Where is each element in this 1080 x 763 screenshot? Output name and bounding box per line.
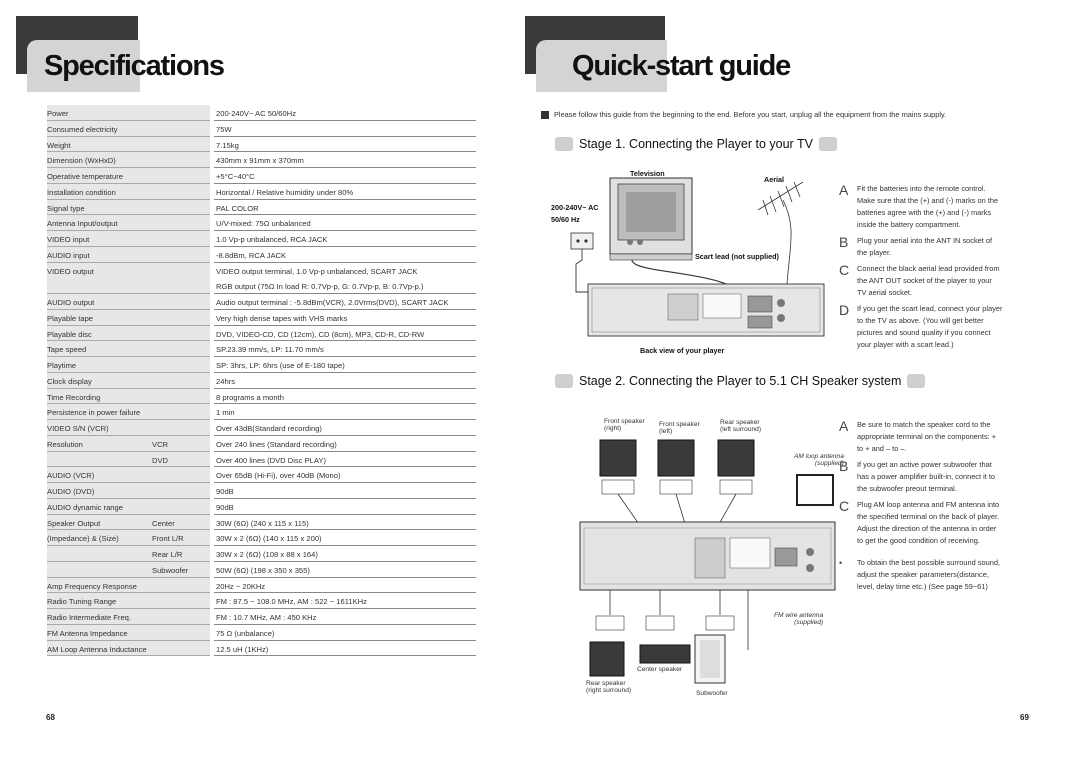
player-back-illustration	[588, 284, 824, 336]
wall-socket-illustration	[571, 233, 598, 292]
label-scart-lead: Scart lead (not supplied)	[695, 252, 779, 261]
spec-label	[47, 263, 210, 295]
label-rear-left-speaker: Rear speaker (left surround)	[720, 419, 762, 433]
intro-text: Please follow this guide from the beginning to the end. Before you start, unplug all the equipment from the mains supply.	[554, 110, 947, 119]
spec-value	[214, 152, 476, 168]
stage2-steps	[839, 419, 1003, 597]
spec-label	[47, 326, 210, 342]
spec-value	[214, 105, 476, 121]
spec-value	[214, 609, 476, 625]
spec-label-text: AUDIO input	[47, 250, 90, 260]
spec-label-text: VIDEO S/N (VCR)	[47, 424, 109, 433]
step-letter: B	[839, 458, 849, 474]
spec-label-text: Weight	[47, 140, 71, 150]
label-power: 200-240V~ AC	[551, 203, 599, 212]
spec-value-text: 430mm x 91mm x 370mm	[216, 156, 304, 166]
rear-left-speaker	[718, 440, 754, 494]
spec-label-text: AUDIO dynamic range	[47, 502, 123, 512]
spec-label	[47, 593, 210, 609]
spec-value-text: 200-240V~ AC 50/60Hz	[216, 109, 297, 118]
spec-label	[47, 121, 210, 137]
stage-marker-icon	[819, 137, 837, 151]
spec-row	[47, 263, 476, 295]
spec-value-text: Audio output terminal : -5.8dBm(VCR), 2.0Vrms(DVD), SCART JACK	[216, 298, 449, 307]
spec-row	[47, 641, 476, 657]
instruction-step	[839, 499, 1003, 547]
spec-sublabel	[152, 515, 210, 531]
spec-label	[47, 247, 210, 263]
spec-label-text: Operative temperature	[47, 172, 123, 181]
spec-value	[214, 404, 476, 420]
spec-row	[47, 467, 476, 483]
spec-value-text: RGB output (75Ω In load R: 0.7Vp-p, G: 0.7Vp-p, B: 0.7Vp-p.)	[216, 281, 424, 291]
spec-value	[214, 436, 476, 452]
spec-label-text: Radio Intermediate Freq.	[47, 613, 131, 622]
spec-row	[47, 546, 476, 562]
spec-sublabel-text: Subwoofer	[152, 565, 189, 575]
spec-label-text: Dimension (WxHxD)	[47, 156, 116, 166]
spec-label-text: Antenna Input/output	[47, 219, 118, 229]
spec-label-text: Clock display	[47, 376, 92, 386]
spec-row	[47, 499, 476, 515]
spec-row	[47, 562, 476, 578]
front-right-speaker	[600, 440, 636, 494]
spec-value	[214, 168, 476, 184]
spec-sublabel	[152, 452, 210, 468]
spec-label	[47, 200, 210, 216]
label-frequency: 50/60 Hz	[551, 215, 580, 224]
spec-value	[214, 546, 476, 562]
instruction-step	[839, 235, 1003, 259]
spec-value-text: Over 400 lines (DVD Disc PLAY)	[216, 455, 327, 465]
spec-label-text: Radio Tuning Range	[47, 597, 117, 607]
instruction-step	[839, 303, 1003, 351]
label-am-loop-antenna: AM loop antenna (supplied)	[794, 453, 844, 467]
spec-value-text: +5°C~40°C	[216, 172, 255, 181]
spec-label	[47, 420, 210, 436]
note-text: To obtain the best possible surround sound, adjust the speaker parameters(distance, level, delay time etc.) (See page 59~61)	[857, 558, 1000, 591]
spec-value	[214, 310, 476, 326]
spec-label-text: Persistence in power failure	[47, 408, 141, 418]
spec-value	[214, 326, 476, 342]
spec-label	[47, 467, 210, 483]
label-fm-wire-antenna: FM wire antenna (supplied)	[774, 612, 824, 626]
step-letter: C	[839, 498, 850, 514]
spec-value	[214, 389, 476, 405]
aerial-illustration	[758, 182, 803, 300]
speaker-connection-diagram	[570, 430, 840, 700]
spec-row	[47, 326, 476, 342]
spec-label-text: Speaker Output	[47, 518, 101, 528]
spec-value	[214, 530, 476, 546]
step-letter: A	[839, 418, 849, 434]
spec-value	[214, 483, 476, 499]
spec-value-text: Over 240 lines (Standard recording)	[216, 439, 337, 449]
spec-value-text: 1.0 Vp-p unbalanced, RCA JACK	[216, 235, 328, 244]
page-title-specifications: Specifications	[44, 50, 224, 82]
label-subwoofer: Subwoofer	[696, 690, 728, 697]
spec-row	[47, 420, 476, 436]
television-illustration	[610, 178, 692, 260]
spec-value	[214, 515, 476, 531]
label-back-view: Back view of your player	[640, 346, 725, 355]
spec-row	[47, 436, 476, 452]
spec-value-text: 30W (6Ω) (240 x 115 x 115)	[216, 518, 309, 528]
spec-label	[47, 184, 210, 200]
spec-value-text: 30W x 2 (6Ω) (140 x 115 x 200)	[216, 534, 322, 544]
spec-label	[47, 310, 210, 326]
spec-value	[214, 200, 476, 216]
step-letter: C	[839, 262, 850, 278]
spec-value-text: FM : 87.5 ~ 108.0 MHz, AM : 522 ~ 1611KHz	[216, 597, 367, 607]
spec-label-text: Signal type	[47, 203, 85, 213]
spec-value-text: U/V-mixed: 75Ω unbalanced	[216, 219, 311, 229]
subwoofer-illustration	[695, 635, 725, 683]
spec-value-text: DVD, VIDEO-CD, CD (12cm), CD (8cm), MP3, CD-R, CD-RW	[216, 329, 425, 339]
spec-label	[47, 578, 210, 594]
spec-row	[47, 515, 476, 531]
spec-label-text: AUDIO (DVD)	[47, 487, 95, 496]
spec-sublabel	[152, 530, 210, 546]
spec-value-text: Over 43dB(Standard recording)	[216, 424, 322, 433]
label-center-speaker: Center speaker	[637, 666, 683, 673]
step-letter: B	[839, 234, 849, 250]
step-text: If you get the scart lead, connect your player to the TV as above. (You will get better pictures and sound quality if you connect your player with a scart lead.)	[857, 304, 1003, 349]
step-text: Plug your aerial into the ANT IN socket of the player.	[857, 236, 993, 257]
spec-row	[47, 168, 476, 184]
spec-label-text: AM Loop Antenna Inductance	[47, 644, 147, 654]
rear-right-speaker	[590, 642, 624, 676]
spec-row	[47, 231, 476, 247]
spec-value	[214, 263, 476, 295]
tv-connection-diagram	[548, 160, 838, 360]
instruction-step	[839, 459, 1003, 495]
spec-value	[214, 247, 476, 263]
spec-value	[214, 593, 476, 609]
step-text: Be sure to match the speaker cord to the appropriate terminal on the components: + to + and – to –.	[857, 420, 997, 453]
spec-value	[214, 184, 476, 200]
step-text: Connect the black aerial lead provided from the ANT OUT socket of the player to your TV aerial socket.	[857, 264, 1000, 297]
spec-value-text: 20Hz ~ 20KHz	[216, 581, 266, 591]
spec-label	[47, 609, 210, 625]
spec-label	[47, 641, 210, 657]
spec-value	[214, 467, 476, 483]
spec-label	[47, 436, 152, 452]
spec-value-text: 75 Ω (unbalance)	[216, 628, 275, 638]
spec-label	[47, 294, 210, 310]
spec-label	[47, 483, 210, 499]
spec-label	[47, 215, 210, 231]
spec-row	[47, 578, 476, 594]
spec-value	[214, 452, 476, 468]
spec-label-text: Power	[47, 109, 69, 118]
spec-value-text: Horizontal / Relative humidity under 80%	[216, 187, 354, 197]
spec-value-text: 1 min	[216, 408, 235, 418]
spec-value-text: 24hrs	[216, 376, 235, 386]
spec-label-text: Time Recording	[47, 392, 101, 402]
spec-label	[47, 562, 152, 578]
instruction-note	[839, 557, 1003, 593]
spec-label	[47, 152, 210, 168]
spec-value-text: Very high dense tapes with VHS marks	[216, 313, 348, 323]
spec-label	[47, 452, 152, 468]
stage-marker-icon	[555, 137, 573, 151]
spec-value-text: 50W (6Ω) (198 x 350 x 355)	[216, 565, 310, 575]
label-rear-right-speaker: Rear speaker (right surround)	[586, 680, 632, 694]
spec-row	[47, 200, 476, 216]
spec-value-text: 12.5 uH (1KHz)	[216, 644, 269, 654]
spec-value	[214, 231, 476, 247]
spec-label	[47, 168, 210, 184]
spec-value-text: 7.15kg	[216, 140, 239, 150]
spec-value	[214, 294, 476, 310]
spec-row	[47, 152, 476, 168]
spec-value-text: SP: 3hrs, LP: 6hrs (use of E-180 tape)	[216, 361, 345, 370]
spec-row	[47, 137, 476, 153]
spec-sublabel-text: Center	[152, 518, 175, 528]
spec-label	[47, 499, 210, 515]
spec-label-text: AUDIO (VCR)	[47, 471, 95, 481]
spec-row	[47, 530, 476, 546]
spec-label	[47, 231, 210, 247]
intro-note	[541, 110, 946, 119]
spec-row	[47, 105, 476, 121]
spec-value	[214, 641, 476, 657]
step-text: Plug AM loop antenna and FM antenna into the specified terminal on the back of player. Adjust the direction of the antenna in order to get the good condition of receiving.	[857, 500, 1000, 545]
spec-row	[47, 373, 476, 389]
spec-label	[47, 530, 152, 546]
stage1-heading	[555, 137, 837, 151]
spec-sublabel-text: DVD	[152, 455, 169, 465]
spec-label	[47, 515, 152, 531]
stage1-steps	[839, 183, 1003, 355]
spec-value-text: 90dB	[216, 487, 234, 496]
spec-row	[47, 310, 476, 326]
spec-sublabel	[152, 562, 210, 578]
spec-label-text: VIDEO output	[47, 266, 94, 276]
step-text: If you get an active power subwoofer that has a power amplifier built-in, connect it to the subwoofer preout terminal.	[857, 460, 996, 493]
spec-value	[214, 215, 476, 231]
spec-label	[47, 341, 210, 357]
spec-value-text: 30W x 2 (6Ω) (108 x 88 x 164)	[216, 550, 318, 559]
page-title-quick-start: Quick-start guide	[572, 50, 791, 82]
stage1-title: Stage 1. Connecting the Player to your TV	[579, 137, 813, 151]
spec-value	[214, 341, 476, 357]
spec-value-text: -8.8dBm, RCA JACK	[216, 250, 287, 260]
spec-row	[47, 121, 476, 137]
spec-value	[214, 137, 476, 153]
spec-label-text: Amp Frequency Response	[47, 581, 137, 591]
page-number-left: 68	[46, 713, 55, 722]
step-text: Fit the batteries into the remote control. Make sure that the (+) and (-) marks on the batteries agree with the (+) and (-) marks inside the battery compartment.	[857, 184, 999, 229]
instruction-step	[839, 419, 1003, 455]
spec-label-text: Playable tape	[47, 313, 94, 323]
spec-label-text: FM Antenna Impedance	[47, 628, 128, 638]
spec-row	[47, 593, 476, 609]
stage-marker-icon	[907, 374, 925, 388]
spec-value-text: SP.23.39 mm/s, LP: 11.70 mm/s	[216, 345, 324, 355]
spec-row	[47, 215, 476, 231]
spec-row	[47, 452, 476, 468]
instruction-step	[839, 183, 1003, 231]
spec-label-text: Playable disc	[47, 329, 92, 339]
spec-value	[214, 499, 476, 515]
label-front-right-speaker: Front speaker (right)	[604, 418, 645, 432]
spec-label	[47, 625, 210, 641]
spec-value-text: VIDEO output terminal, 1.0 Vp-p unbalanced, SCART JACK	[216, 266, 418, 276]
spec-sublabel-text: Rear L/R	[152, 550, 183, 559]
center-speaker	[640, 645, 690, 663]
spec-row	[47, 609, 476, 625]
spec-row	[47, 389, 476, 405]
note-bullet: •	[839, 558, 843, 568]
spec-value-text: PAL COLOR	[216, 203, 259, 213]
spec-row	[47, 625, 476, 641]
stage2-title: Stage 2. Connecting the Player to 5.1 CH Speaker system	[579, 374, 902, 388]
spec-row	[47, 483, 476, 499]
spec-value-text: 90dB	[216, 502, 234, 512]
spec-value	[214, 357, 476, 373]
spec-label-text: Resolution	[47, 439, 83, 449]
spec-sublabel-text: Front L/R	[152, 534, 184, 544]
spec-label-text: Tape speed	[47, 345, 87, 355]
spec-value	[214, 562, 476, 578]
stage2-heading	[555, 374, 925, 388]
front-left-speaker	[658, 440, 694, 494]
spec-row	[47, 247, 476, 263]
spec-label	[47, 546, 152, 562]
instruction-step	[839, 263, 1003, 299]
spec-label	[47, 389, 210, 405]
spec-label	[47, 357, 210, 373]
spec-label-text: AUDIO output	[47, 298, 95, 307]
spec-value	[214, 121, 476, 137]
spec-label-text: (Impedance) & (Size)	[47, 534, 119, 544]
spec-value-text: FM : 10.7 MHz, AM : 450 KHz	[216, 613, 317, 622]
label-front-left-speaker: Front speaker (left)	[659, 421, 700, 435]
spec-sublabel-text: VCR	[152, 439, 169, 449]
spec-value	[214, 420, 476, 436]
spec-row	[47, 184, 476, 200]
spec-label	[47, 404, 210, 420]
player-back-panel	[580, 522, 835, 590]
stage-marker-icon	[555, 374, 573, 388]
step-letter: D	[839, 302, 850, 318]
spec-row	[47, 404, 476, 420]
spec-row	[47, 294, 476, 310]
spec-label-text: Installation condition	[47, 187, 116, 197]
spec-row	[47, 357, 476, 373]
label-television: Television	[630, 169, 665, 178]
square-bullet-icon	[541, 111, 549, 119]
step-letter: A	[839, 182, 849, 198]
spec-value-text: 75W	[216, 124, 232, 134]
spec-label	[47, 137, 210, 153]
spec-sublabel	[152, 546, 210, 562]
spec-label-text: Consumed electricity	[47, 124, 118, 134]
spec-value-text: 8 programs a month	[216, 392, 284, 402]
spec-value	[214, 373, 476, 389]
spec-value-text: Over 65dB (Hi-Fi), over 40dB (Mono)	[216, 471, 341, 481]
spec-value	[214, 625, 476, 641]
spec-label	[47, 373, 210, 389]
label-aerial: Aerial	[764, 175, 784, 184]
spec-label-text: Playtime	[47, 361, 77, 370]
spec-row	[47, 341, 476, 357]
spec-sublabel	[152, 436, 210, 452]
specifications-table	[47, 105, 476, 656]
spec-label	[47, 105, 210, 121]
page-number-right: 69	[1020, 713, 1029, 722]
spec-value	[214, 578, 476, 594]
spec-label-text: VIDEO input	[47, 235, 90, 244]
am-loop-antenna	[797, 475, 833, 505]
